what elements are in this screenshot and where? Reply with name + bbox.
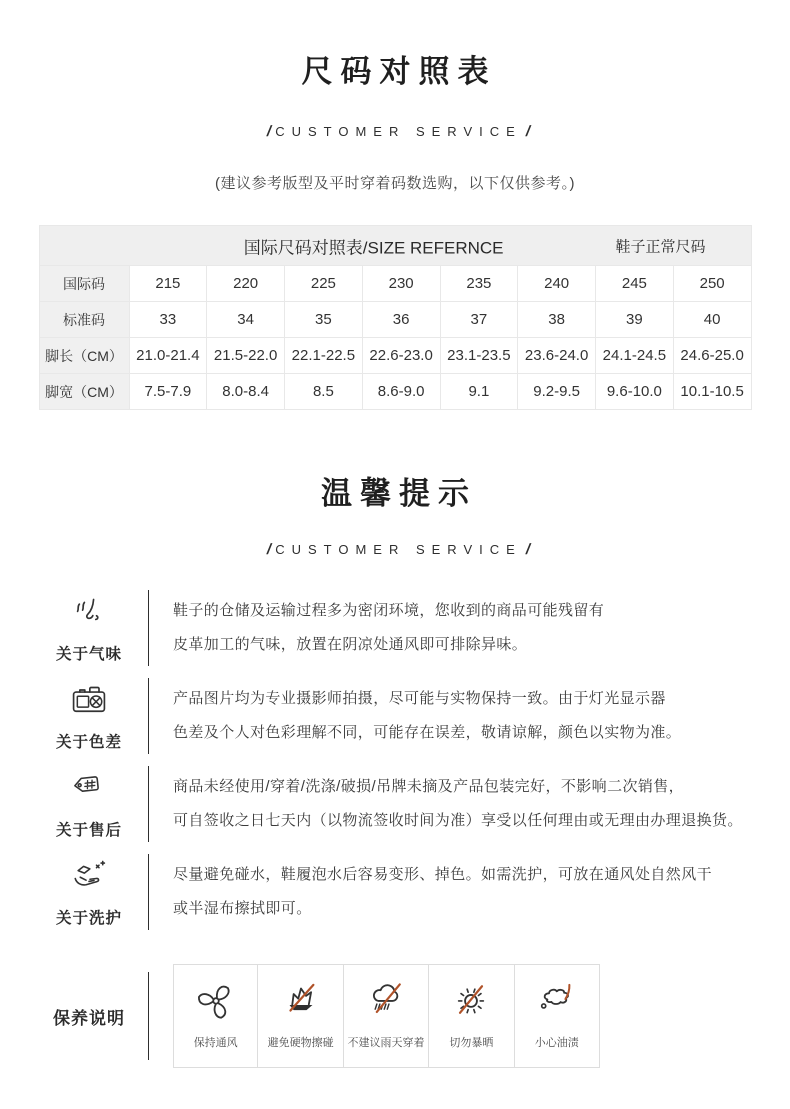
customer-service-label: CUSTOMER SERVICE: [275, 124, 522, 139]
size-cell: 235: [440, 266, 518, 302]
size-note: (建议参考版型及平时穿着码数选购，以下仅供参考。): [215, 175, 575, 192]
oil-stain-icon: [534, 965, 580, 1027]
tip-text-line: 商品未经使用/穿着/洗涤/破损/吊牌未摘及产品包装完好，不影响二次销售，: [173, 778, 685, 795]
slash-decor: /: [265, 123, 274, 140]
customer-service-divider: [0, 542, 790, 558]
tips-section-title: 温馨提示: [321, 476, 477, 511]
tip-label: 关于洗护: [55, 910, 122, 927]
tip-text-line: 可自签收之日七天内（以物流签收时间为准）享受以任何理由或无理由办理退换货。: [173, 812, 743, 829]
tip-item-washing: [0, 854, 790, 930]
size-cell: 225: [285, 266, 363, 302]
slash-decor: /: [524, 541, 532, 558]
size-cell: 36: [362, 302, 440, 338]
tag-icon: [68, 768, 110, 813]
care-box-no-rain: [344, 964, 429, 1068]
size-cell: 35: [285, 302, 363, 338]
table-row: [39, 302, 751, 338]
size-cell: 10.1-10.5: [673, 374, 751, 410]
row-label: 脚长（CM）: [39, 338, 129, 374]
fan-icon: [193, 965, 239, 1027]
size-cell: 8.0-8.4: [207, 374, 285, 410]
size-table-header-cell: [39, 226, 751, 266]
size-cell: 9.1: [440, 374, 518, 410]
size-cell: 23.6-24.0: [518, 338, 596, 374]
size-section-title: 尺码对照表: [301, 54, 497, 89]
size-cell: 7.5-7.9: [129, 374, 207, 410]
tip-label: 关于气味: [55, 646, 122, 663]
slash-decor: /: [524, 123, 532, 140]
size-cell: 39: [596, 302, 674, 338]
size-cell: 8.6-9.0: [362, 374, 440, 410]
hand-wash-icon: [68, 856, 110, 901]
tip-text: [149, 678, 790, 754]
tip-text: [149, 854, 790, 930]
care-box-label: 保持通风: [193, 1037, 238, 1049]
size-cell: 230: [362, 266, 440, 302]
care-box-label: 小心油渍: [534, 1037, 579, 1049]
size-cell: 37: [440, 302, 518, 338]
size-cell: 40: [673, 302, 751, 338]
tip-item-smell: [0, 590, 790, 666]
size-cell: 23.1-23.5: [440, 338, 518, 374]
vertical-divider: [148, 972, 149, 1060]
size-cell: 9.6-10.0: [596, 374, 674, 410]
row-label: 国际码: [39, 266, 129, 302]
customer-service-label: CUSTOMER SERVICE: [275, 542, 522, 557]
tip-text-line: 鞋子的仓储及运输过程多为密闭环境，您收到的商品可能残留有: [173, 602, 605, 619]
size-cell: 245: [596, 266, 674, 302]
size-cell: 22.1-22.5: [285, 338, 363, 374]
size-cell: 22.6-23.0: [362, 338, 440, 374]
size-cell: 220: [207, 266, 285, 302]
care-instructions-row: [0, 964, 790, 1068]
size-table: [39, 225, 752, 410]
camera-icon: [68, 680, 110, 725]
care-box-ventilation: [173, 964, 258, 1068]
tip-item-color: [0, 678, 790, 754]
size-cell: 215: [129, 266, 207, 302]
tip-item-aftersale: [0, 766, 790, 842]
tip-text-line: 产品图片均为专业摄影师拍摄，尽可能与实物保持一致。由于灯光显示器: [173, 690, 666, 707]
row-label: 标准码: [39, 302, 129, 338]
size-cell: 21.0-21.4: [129, 338, 207, 374]
care-box-label: 切勿暴晒: [449, 1037, 494, 1049]
size-cell: 34: [207, 302, 285, 338]
tips-list: [0, 590, 790, 930]
table-row: [39, 338, 751, 374]
care-box-label: 不建议雨天穿着: [347, 1037, 425, 1049]
slash-decor: /: [265, 541, 274, 558]
size-cell: 38: [518, 302, 596, 338]
size-table-header-right: 鞋子正常尺码: [615, 238, 706, 255]
size-cell: 24.6-25.0: [673, 338, 751, 374]
size-cell: 8.5: [285, 374, 363, 410]
size-cell: 21.5-22.0: [207, 338, 285, 374]
tip-text: [149, 766, 790, 842]
size-cell: 250: [673, 266, 751, 302]
size-cell: 9.2-9.5: [518, 374, 596, 410]
smell-icon: [68, 592, 110, 637]
table-row: [39, 374, 751, 410]
care-box-oil-stain: [515, 964, 600, 1068]
care-box-no-sun: [429, 964, 514, 1068]
customer-service-divider: [0, 124, 790, 140]
tip-text-line: 色差及个人对色彩理解不同，可能存在误差，敬请谅解，颜色以实物为准。: [173, 724, 682, 741]
size-cell: 24.1-24.5: [596, 338, 674, 374]
table-row: [39, 266, 751, 302]
care-boxes: [173, 964, 600, 1068]
no-hard-object-icon: [278, 965, 324, 1027]
size-cell: 33: [129, 302, 207, 338]
care-label: 保养说明: [53, 1008, 125, 1028]
row-label: 脚宽（CM）: [39, 374, 129, 410]
care-box-no-hard-object: [258, 964, 343, 1068]
tip-label: 关于售后: [55, 822, 122, 839]
no-rain-icon: [363, 965, 409, 1027]
tip-label: 关于色差: [55, 734, 122, 751]
tip-text-line: 皮革加工的气味，放置在阴凉处通风即可排除异味。: [173, 636, 528, 653]
size-table-header-row: [39, 226, 751, 266]
tip-text-line: 或半湿布擦拭即可。: [173, 900, 312, 917]
tip-text: [149, 590, 790, 666]
tip-text-line: 尽量避免碰水，鞋履泡水后容易变形、掉色。如需洗护，可放在通风处自然风干: [173, 866, 713, 883]
no-sun-icon: [448, 965, 494, 1027]
care-box-label: 避免硬物擦碰: [267, 1037, 334, 1049]
size-cell: 240: [518, 266, 596, 302]
size-table-header-main: 国际尺码对照表/SIZE REFERNCE: [243, 238, 504, 257]
